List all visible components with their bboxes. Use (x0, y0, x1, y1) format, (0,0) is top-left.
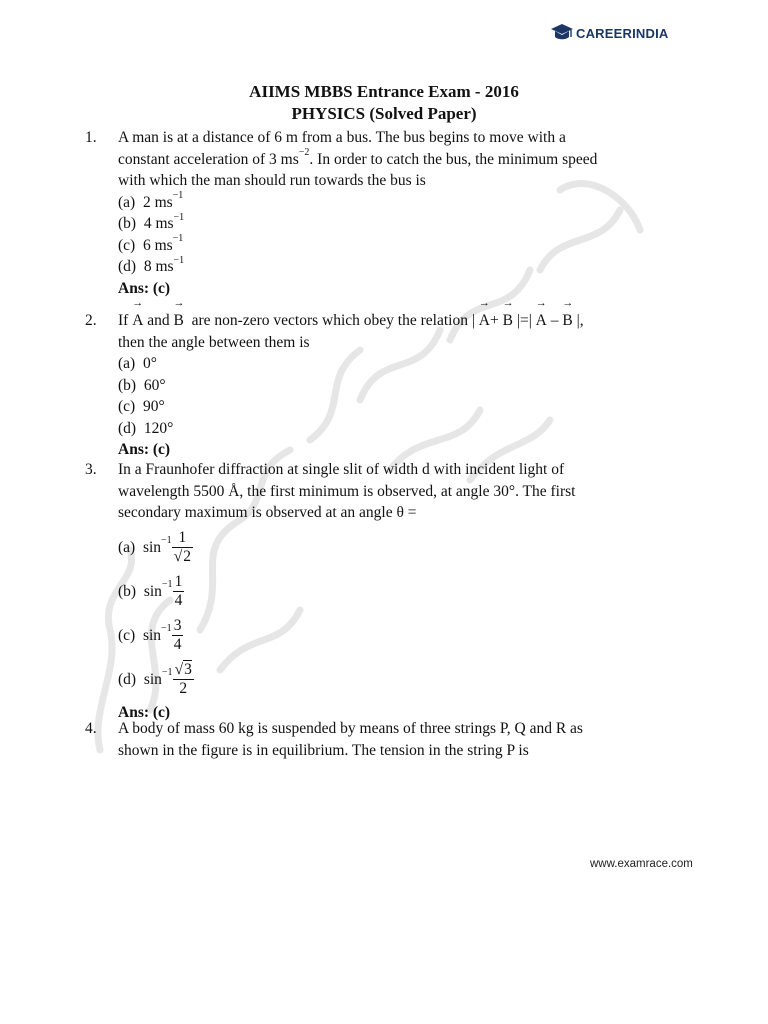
question-text: secondary maximum is observed at an angle θ = (118, 504, 417, 521)
question-text: In a Fraunhofer diffraction at single slit of width d with incident light of (118, 461, 565, 478)
answer: Ans: (c) (118, 279, 171, 297)
fraction: $\frac{√3}{2}$ (174, 661, 192, 697)
option-b: (b) sin $^{-1}$ $\frac{1}{4}$ (118, 573, 183, 609)
option-a: (a) 2 $ms^{-1}$ (118, 190, 184, 211)
question-text: If → A and → B are non-zero vectors which obey the relation | → A+ → B |=| → A – → B |, (118, 297, 584, 329)
graduation-cap-icon (550, 22, 574, 44)
option-c: (c) 6 $ms^{-1}$ (118, 233, 184, 254)
option-d: (d) 8 $ms^{-1}$ (118, 254, 185, 275)
option-d: (d) sin $^{-1}$ $\frac{√3}{2}$ (118, 661, 192, 697)
paper-subtitle: PHYSICS (Solved Paper) (291, 104, 477, 123)
option-d: (d) 120° (118, 419, 174, 437)
answer: Ans: (c) (118, 703, 171, 721)
question-text: A man is at a distance of 6 m from a bus. The bus begins to move with a (118, 129, 566, 146)
question-number: 3. (85, 461, 97, 478)
question-text: with which the man should run towards the bus is (118, 172, 426, 189)
answer: Ans: (c) (118, 441, 171, 458)
question-number: 1. (85, 129, 97, 146)
fraction: $\frac{3}{4}$ (173, 617, 182, 653)
option-a: (a) sin $^{-1}$ $\frac{1}{√2}$ (118, 529, 191, 565)
careerindia-logo (550, 22, 668, 44)
option-b: (b) 4 $ms^{-1}$ (118, 211, 185, 232)
fraction: $\frac{1}{4}$ (174, 573, 183, 609)
question-number: 4. (85, 720, 97, 737)
option-c: (c) sin $^{-1}$ $\frac{3}{4}$ (118, 617, 182, 653)
option-b: (b) 60° (118, 376, 166, 394)
question-text: A body of mass 60 kg is suspended by means of three strings P, Q and R as (118, 720, 583, 737)
option-c: (c) 90° (118, 398, 165, 415)
fraction: $\frac{1}{√2}$ (173, 529, 191, 565)
question-text: wavelength 5500 Å, the first minimum is observed, at angle 30°. The first (118, 482, 576, 500)
question-text: constant acceleration of 3 $ms^{-2}$. In order to catch the bus, the minimum speed (118, 147, 598, 168)
exam-title: AIIMS MBBS Entrance Exam - 2016 (249, 82, 519, 101)
footer-url: www.examrace.com (590, 858, 693, 870)
option-a: (a) 0° (118, 355, 157, 372)
question-text: then the angle between them is (118, 333, 310, 351)
question-text: shown in the figure is in equilibrium. The tension in the string P is (118, 741, 529, 759)
question-number: 2. (85, 312, 97, 329)
logo-text: CAREERINDIA (576, 25, 669, 41)
